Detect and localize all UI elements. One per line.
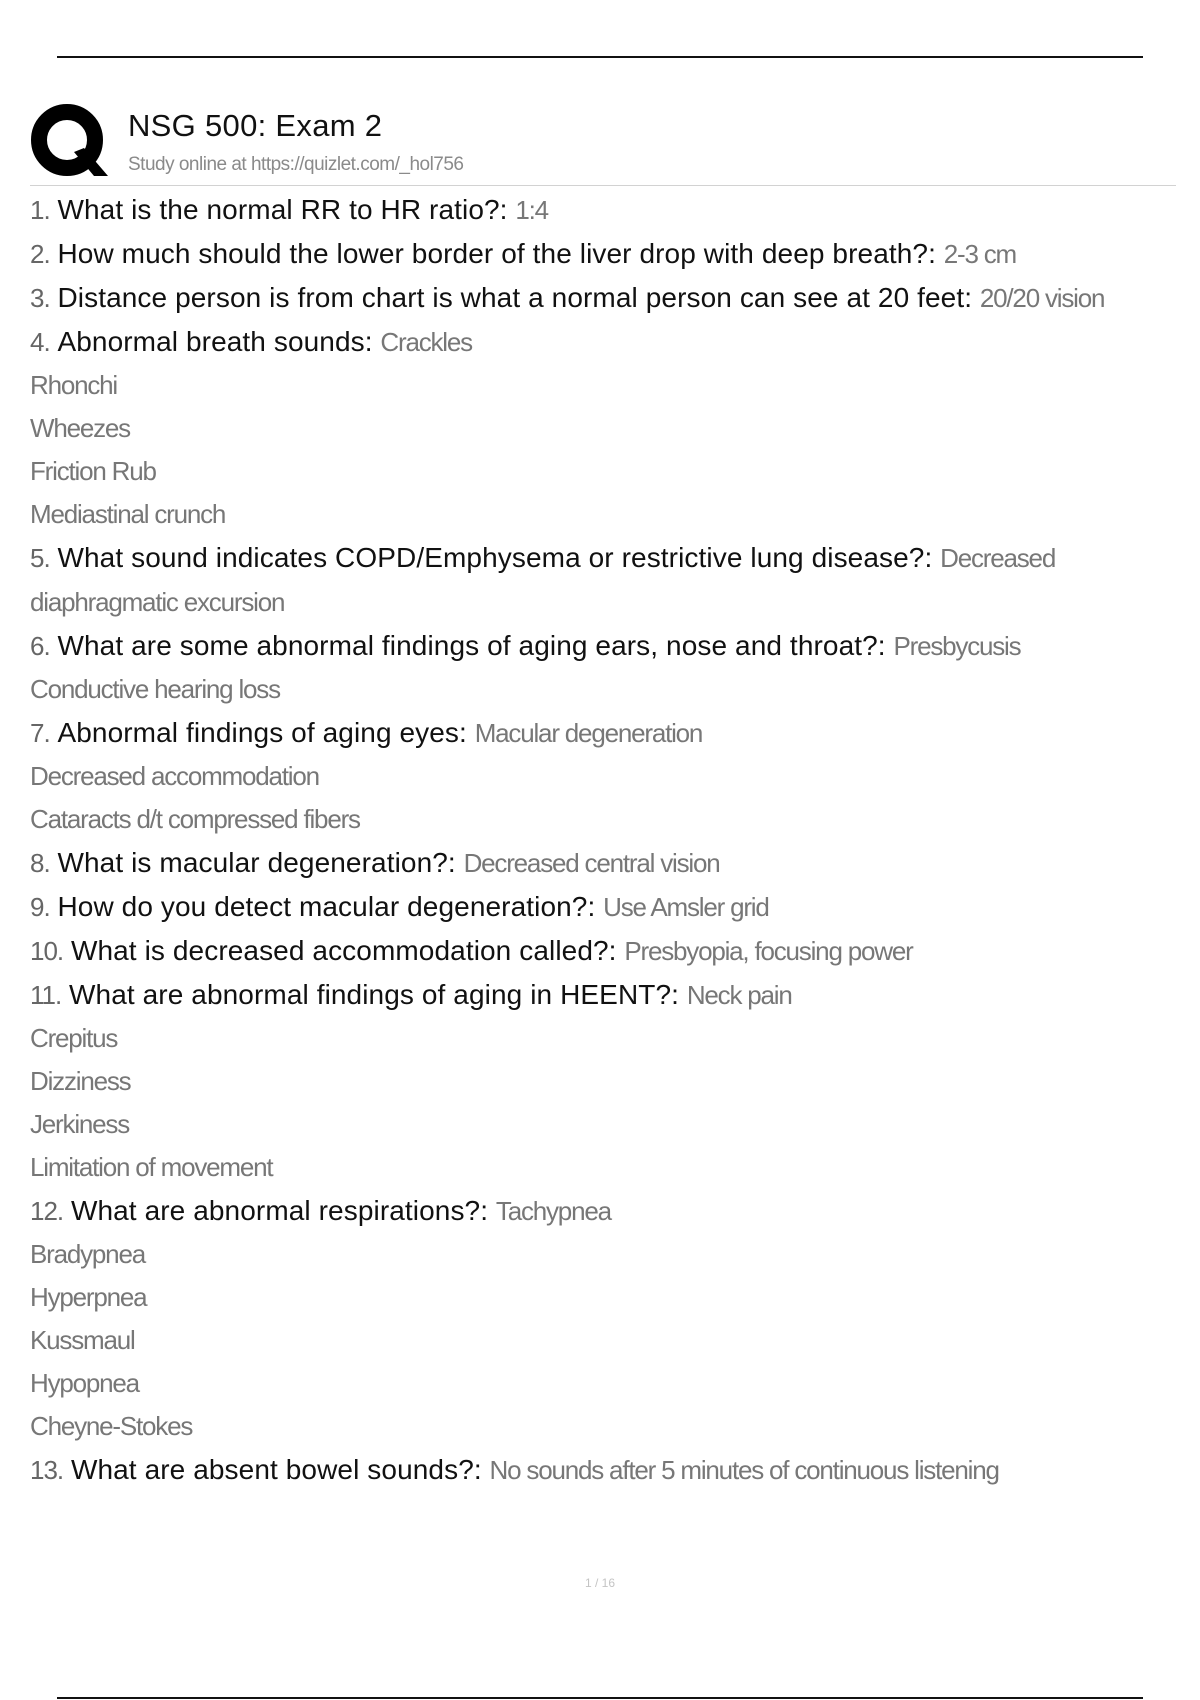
top-rule bbox=[57, 56, 1143, 58]
bottom-rule bbox=[57, 1697, 1143, 1699]
answer-line: Hyperpnea bbox=[30, 1282, 147, 1312]
answer-text: Presbyopia, focusing power bbox=[624, 936, 913, 966]
answer-line: Mediastinal crunch bbox=[30, 499, 226, 529]
question-text: How do you detect macular degeneration?: bbox=[57, 891, 596, 922]
qa-item bbox=[30, 624, 1178, 711]
answer-text: Crackles bbox=[380, 327, 472, 357]
question-number: 11. bbox=[30, 980, 62, 1010]
question-number: 3. bbox=[30, 283, 50, 313]
question-number: 10. bbox=[30, 936, 64, 966]
answer-text: Neck pain bbox=[686, 980, 792, 1010]
qa-item bbox=[30, 841, 1178, 885]
qa-item bbox=[30, 929, 1178, 973]
question-text: What are abnormal respirations?: bbox=[70, 1195, 489, 1226]
answer-text: 20/20 vision bbox=[979, 283, 1105, 313]
question-text: What is the normal RR to HR ratio?: bbox=[57, 194, 508, 225]
question-number: 12. bbox=[30, 1196, 64, 1226]
header-divider bbox=[30, 185, 1176, 186]
answer-text: Presbycusis bbox=[893, 631, 1021, 661]
qa-item bbox=[30, 276, 1178, 320]
question-number: 1. bbox=[30, 195, 50, 225]
answer-line: Kussmaul bbox=[30, 1325, 135, 1355]
question-text: What are some abnormal findings of aging ears, nose and throat?: bbox=[57, 630, 886, 661]
answer-line: Conductive hearing loss bbox=[30, 674, 280, 704]
answer-text: Use Amsler grid bbox=[603, 892, 769, 922]
question-text: Abnormal breath sounds: bbox=[57, 326, 373, 357]
question-text: What are abnormal findings of aging in HEENT?: bbox=[69, 979, 680, 1010]
qa-item bbox=[30, 536, 1178, 624]
page-number: 1 / 16 bbox=[584, 1576, 616, 1590]
answer-line: Crepitus bbox=[30, 1023, 118, 1053]
answer-text: Decreased diaphragmatic excursion bbox=[30, 543, 1056, 617]
question-text: How much should the lower border of the liver drop with deep breath?: bbox=[57, 238, 936, 269]
answer-line: Bradypnea bbox=[30, 1239, 145, 1269]
page-title: NSG 500: Exam 2 bbox=[128, 108, 383, 143]
document-header bbox=[30, 102, 1176, 186]
qa-list bbox=[30, 188, 1178, 1492]
question-text: What sound indicates COPD/Emphysema or restrictive lung disease?: bbox=[57, 542, 933, 573]
answer-line: Friction Rub bbox=[30, 456, 156, 486]
qa-item bbox=[30, 1448, 1178, 1492]
question-text: What is decreased accommodation called?: bbox=[70, 935, 617, 966]
answer-text: No sounds after 5 minutes of continuous listening bbox=[489, 1455, 999, 1485]
answer-text: Tachypnea bbox=[495, 1196, 611, 1226]
answer-line: Jerkiness bbox=[30, 1109, 130, 1139]
question-number: 8. bbox=[30, 848, 50, 878]
question-number: 5. bbox=[30, 543, 50, 573]
answer-line: Rhonchi bbox=[30, 370, 117, 400]
question-text: What are absent bowel sounds?: bbox=[70, 1454, 482, 1485]
answer-line: Dizziness bbox=[30, 1066, 131, 1096]
question-text: Distance person is from chart is what a normal person can see at 20 feet: bbox=[57, 282, 973, 313]
question-text: Abnormal findings of aging eyes: bbox=[57, 717, 467, 748]
question-number: 2. bbox=[30, 239, 50, 269]
answer-line: Decreased accommodation bbox=[30, 761, 319, 791]
answer-text: Decreased central vision bbox=[463, 848, 720, 878]
answer-line: Hypopnea bbox=[30, 1368, 139, 1398]
answer-line: Cheyne-Stokes bbox=[30, 1411, 193, 1441]
question-number: 4. bbox=[30, 327, 50, 357]
question-text: What is macular degeneration?: bbox=[57, 847, 456, 878]
qa-item bbox=[30, 320, 1178, 536]
qa-item bbox=[30, 188, 1178, 232]
answer-line: Limitation of movement bbox=[30, 1152, 273, 1182]
page-subtitle: Study online at https://quizlet.com/_hol756 bbox=[128, 154, 464, 175]
qa-item bbox=[30, 973, 1178, 1189]
answer-line: Wheezes bbox=[30, 413, 130, 443]
qa-item bbox=[30, 232, 1178, 276]
question-number: 7. bbox=[30, 718, 50, 748]
qa-item bbox=[30, 711, 1178, 841]
answer-text: 1:4 bbox=[515, 195, 548, 225]
qa-item bbox=[30, 885, 1178, 929]
question-number: 6. bbox=[30, 631, 50, 661]
question-number: 9. bbox=[30, 892, 50, 922]
answer-text: Macular degeneration bbox=[474, 718, 703, 748]
question-number: 13. bbox=[30, 1455, 64, 1485]
answer-text: 2-3 cm bbox=[943, 239, 1017, 269]
quizlet-logo-icon bbox=[30, 102, 108, 180]
answer-line: Cataracts d/t compressed fibers bbox=[30, 804, 360, 834]
qa-item bbox=[30, 1189, 1178, 1448]
